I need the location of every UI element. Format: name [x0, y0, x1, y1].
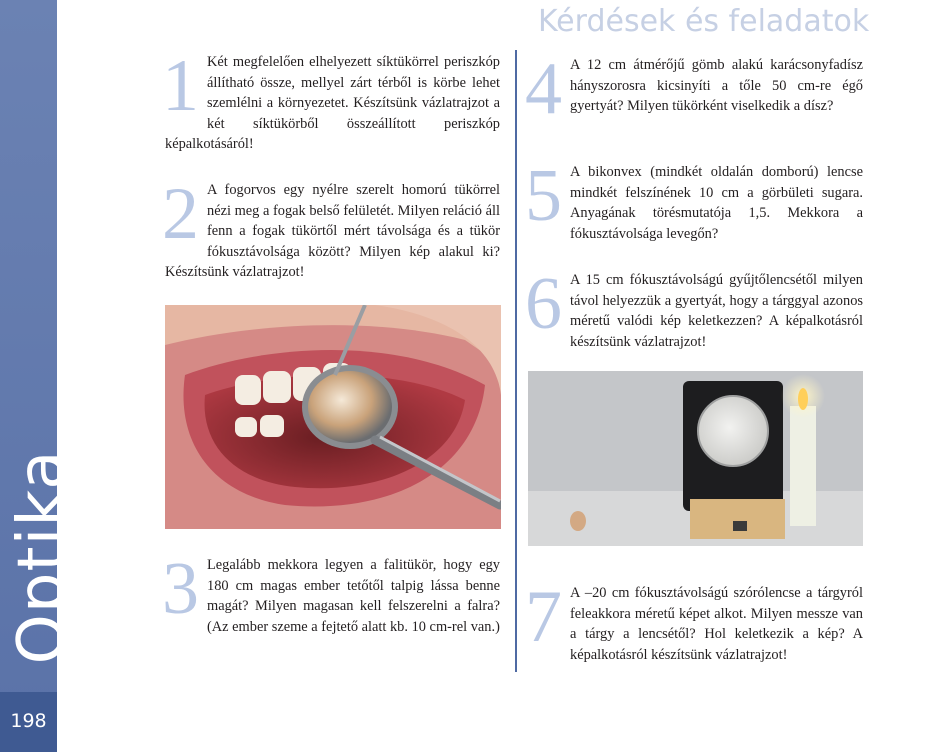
- task-2: [162, 173, 500, 283]
- task-text: A bikonvex (mindkét oldalán domború) lencse mindkét felszínének 10 cm a görbületi sugara. Anyagának törésmutatója 1,5. Mekkora a fókusztávolsága levegőn?: [570, 164, 863, 242]
- task-number: 2: [162, 173, 199, 255]
- task-text: Két megfelelően elhelyezett síktükörrel periszkóp állítható össze, mellyel zárt térből is körbe lehet szemlélni a környezetet. Készítsünk vázlatrajzot a két síktükörből összeállított periszkóp képalkotásáról!: [165, 54, 500, 152]
- task-7: [525, 576, 863, 665]
- task-text: Legalább mekkora legyen a falitükör, hogy egy 180 cm magas ember tetőtől talpig lássa benne magát? Milyen magasan kell felszerelni a falra? (Az ember szeme a fejtető alatt kb. 10 cm-rel van.): [207, 557, 500, 635]
- task-text: A –20 cm fókusztávolságú szórólencse a tárgyról feleakkora méretű képet alkot. Milyen messze van a tárgy a lencsétől? Hol keletkezik a kép? A képalkotásról készítsünk vázlatrajzot!: [570, 585, 863, 663]
- task-4: [525, 48, 863, 130]
- task-text: A fogorvos egy nyélre szerelt homorú tükörrel nézi meg a fogak belső felületét. Milyen reláció áll fenn a fogak tükörtől mért távolsága és a tükör fókusztávolsága között? Milyen kép alakul ki? Készítsünk vázlatrajzot!: [165, 182, 500, 280]
- task-3: [162, 548, 500, 637]
- task-number: 1: [162, 45, 199, 127]
- task-5: [525, 155, 863, 244]
- task-1: [162, 45, 500, 155]
- task-number: 3: [162, 548, 199, 630]
- lens-candle-photo: [528, 371, 863, 546]
- dentist-illustration: [165, 305, 501, 529]
- task-6: [525, 263, 863, 352]
- task-number: 7: [525, 576, 562, 658]
- task-number: 4: [525, 48, 562, 130]
- column-divider: [515, 50, 517, 672]
- dentist-mirror-photo: [165, 305, 501, 529]
- task-number: 6: [525, 263, 562, 345]
- task-text: A 12 cm átmérőjű gömb alakú karácsonyfadísz hányszorosra kicsinyíti a tőle 50 cm-re égő gyertyát? Milyen tükörként viselkedik a dísz?: [570, 57, 863, 114]
- page-number: 198: [10, 710, 47, 732]
- task-number: 5: [525, 155, 562, 237]
- lens-candle-illustration: [528, 371, 863, 546]
- task-text: A 15 cm fókusztávolságú gyűjtőlencsétől milyen távol helyezzük a gyertyát, hogy a tárggyal azonos méretű valódi kép keletkezzen? A képalkotásról készítsünk vázlatrajzot!: [570, 272, 863, 350]
- chapter-title: Optika: [5, 449, 79, 665]
- section-header: Kérdések és feladatok: [538, 4, 870, 39]
